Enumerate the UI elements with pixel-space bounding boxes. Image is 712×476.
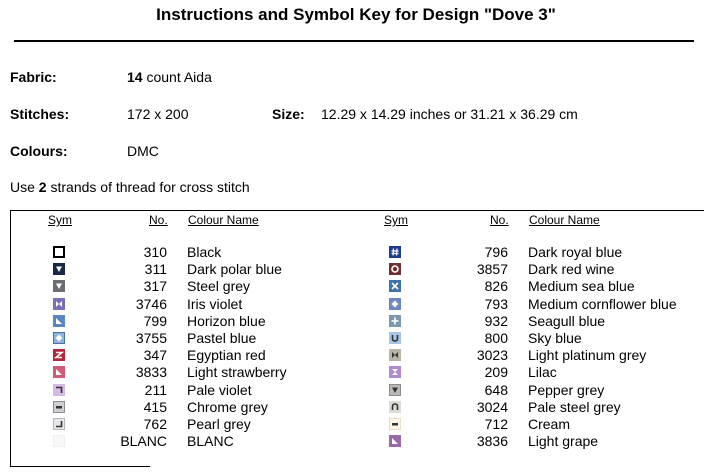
x-icon: [389, 280, 401, 292]
colour-number: 3024: [476, 398, 508, 415]
colour-name: Pale violet: [187, 381, 252, 398]
colour-number: 3833: [135, 364, 167, 381]
colours-value: DMC: [127, 143, 159, 159]
colour-name: Egyptian red: [187, 347, 266, 364]
letter-u-icon: [389, 332, 401, 344]
colour-name: Pearl grey: [187, 416, 251, 432]
colour-name: Light grape: [528, 433, 599, 450]
colour-number: 317: [143, 278, 167, 295]
colour-number: 648: [484, 381, 508, 398]
colour-name: Dark polar blue: [187, 261, 282, 278]
header-sym-left: Sym: [48, 213, 72, 227]
colour-number: 712: [484, 416, 508, 432]
key-row-648: [0, 382, 712, 399]
colour-name: Pale steel grey: [528, 398, 621, 415]
size-value: 12.29 x 14.29 inches or 31.21 x 36.29 cm: [321, 106, 578, 122]
key-row-3024: [0, 399, 712, 416]
colour-name: Light strawberry: [187, 364, 287, 381]
hash-icon: [389, 246, 401, 258]
table-bottom-rule: [10, 466, 150, 467]
size-label: Size:: [272, 106, 305, 122]
colour-number: BLANC: [120, 433, 167, 450]
header-no-left: No.: [149, 213, 168, 227]
triangle-down-icon: [389, 384, 401, 396]
colour-name: Steel grey: [187, 278, 251, 295]
header-name-right: Colour Name: [529, 213, 600, 227]
colour-name: Iris violet: [187, 295, 243, 312]
bowtie-icon: [389, 349, 401, 361]
key-row-712: [0, 416, 712, 433]
colour-number: 347: [143, 347, 167, 364]
strands-count: 2: [38, 179, 47, 195]
colour-number: 762: [143, 416, 167, 432]
colour-name: Light platinum grey: [528, 347, 647, 364]
colour-name: Sky blue: [528, 330, 582, 346]
colour-number: 209: [484, 364, 508, 381]
header-no-right: No.: [490, 213, 509, 227]
fabric-count: 14: [127, 69, 143, 85]
corner-triangle-icon: [389, 435, 401, 447]
colour-number: 415: [143, 398, 167, 415]
key-row-796: [0, 244, 712, 261]
diamond-icon: [389, 298, 401, 310]
fabric-value: [127, 69, 212, 85]
colour-number: 3023: [476, 347, 508, 364]
hourglass-icon: [389, 366, 401, 378]
colour-name: Cream: [528, 416, 571, 432]
colour-number: 311: [144, 261, 167, 278]
colour-number: 3836: [476, 433, 508, 450]
colour-number: 310: [143, 244, 167, 260]
colour-number: 3857: [476, 261, 508, 278]
bar-icon: [389, 418, 401, 430]
fabric-type: count Aida: [142, 69, 212, 85]
colour-number: 800: [484, 330, 508, 346]
fabric-label: Fabric:: [10, 69, 57, 85]
key-row-3857: [0, 261, 712, 278]
key-row-826: [0, 278, 712, 295]
colour-name: Chrome grey: [187, 398, 268, 415]
colour-name: Medium cornflower blue: [528, 295, 677, 312]
colour-name: Lilac: [528, 364, 557, 381]
colours-label: Colours:: [10, 143, 68, 159]
colour-number: 3746: [135, 295, 167, 312]
key-row-209: [0, 364, 712, 381]
title-divider: [14, 40, 694, 42]
plus-icon: [389, 315, 401, 327]
colour-name: BLANC: [187, 433, 234, 450]
header-sym-right: Sym: [384, 213, 408, 227]
colour-number: 932: [484, 312, 508, 329]
strands-post: strands of thread for cross stitch: [46, 179, 250, 195]
colour-number: 211: [144, 381, 167, 398]
key-row-3023: [0, 347, 712, 364]
colour-name: Seagull blue: [528, 312, 606, 329]
colour-number: 3755: [135, 330, 167, 346]
strands-pre: Use: [10, 179, 39, 195]
colour-name: Black: [187, 244, 222, 260]
key-row-793: [0, 296, 712, 313]
stitches-value: 172 x 200: [127, 106, 189, 122]
colour-name: Dark royal blue: [528, 244, 623, 260]
colour-name: Dark red wine: [528, 261, 615, 278]
key-row-800: [0, 330, 712, 347]
colour-name: Pepper grey: [528, 381, 605, 398]
colour-name: Medium sea blue: [528, 278, 635, 295]
key-row-932: [0, 313, 712, 330]
colour-number: 826: [484, 278, 508, 295]
colour-number: 793: [484, 295, 508, 312]
colour-name: Pastel blue: [187, 330, 257, 346]
page-title: Instructions and Symbol Key for Design "Dove 3": [156, 5, 556, 24]
header-name-left: Colour Name: [188, 213, 259, 227]
arch-icon: [389, 401, 401, 413]
stitches-label: Stitches:: [10, 106, 70, 122]
colour-number: 799: [143, 312, 167, 329]
colour-name: Horizon blue: [187, 312, 266, 329]
colour-number: 796: [484, 244, 508, 260]
circle-icon: [389, 263, 401, 275]
key-row-3836: [0, 433, 712, 450]
strands-instruction: [10, 179, 250, 195]
